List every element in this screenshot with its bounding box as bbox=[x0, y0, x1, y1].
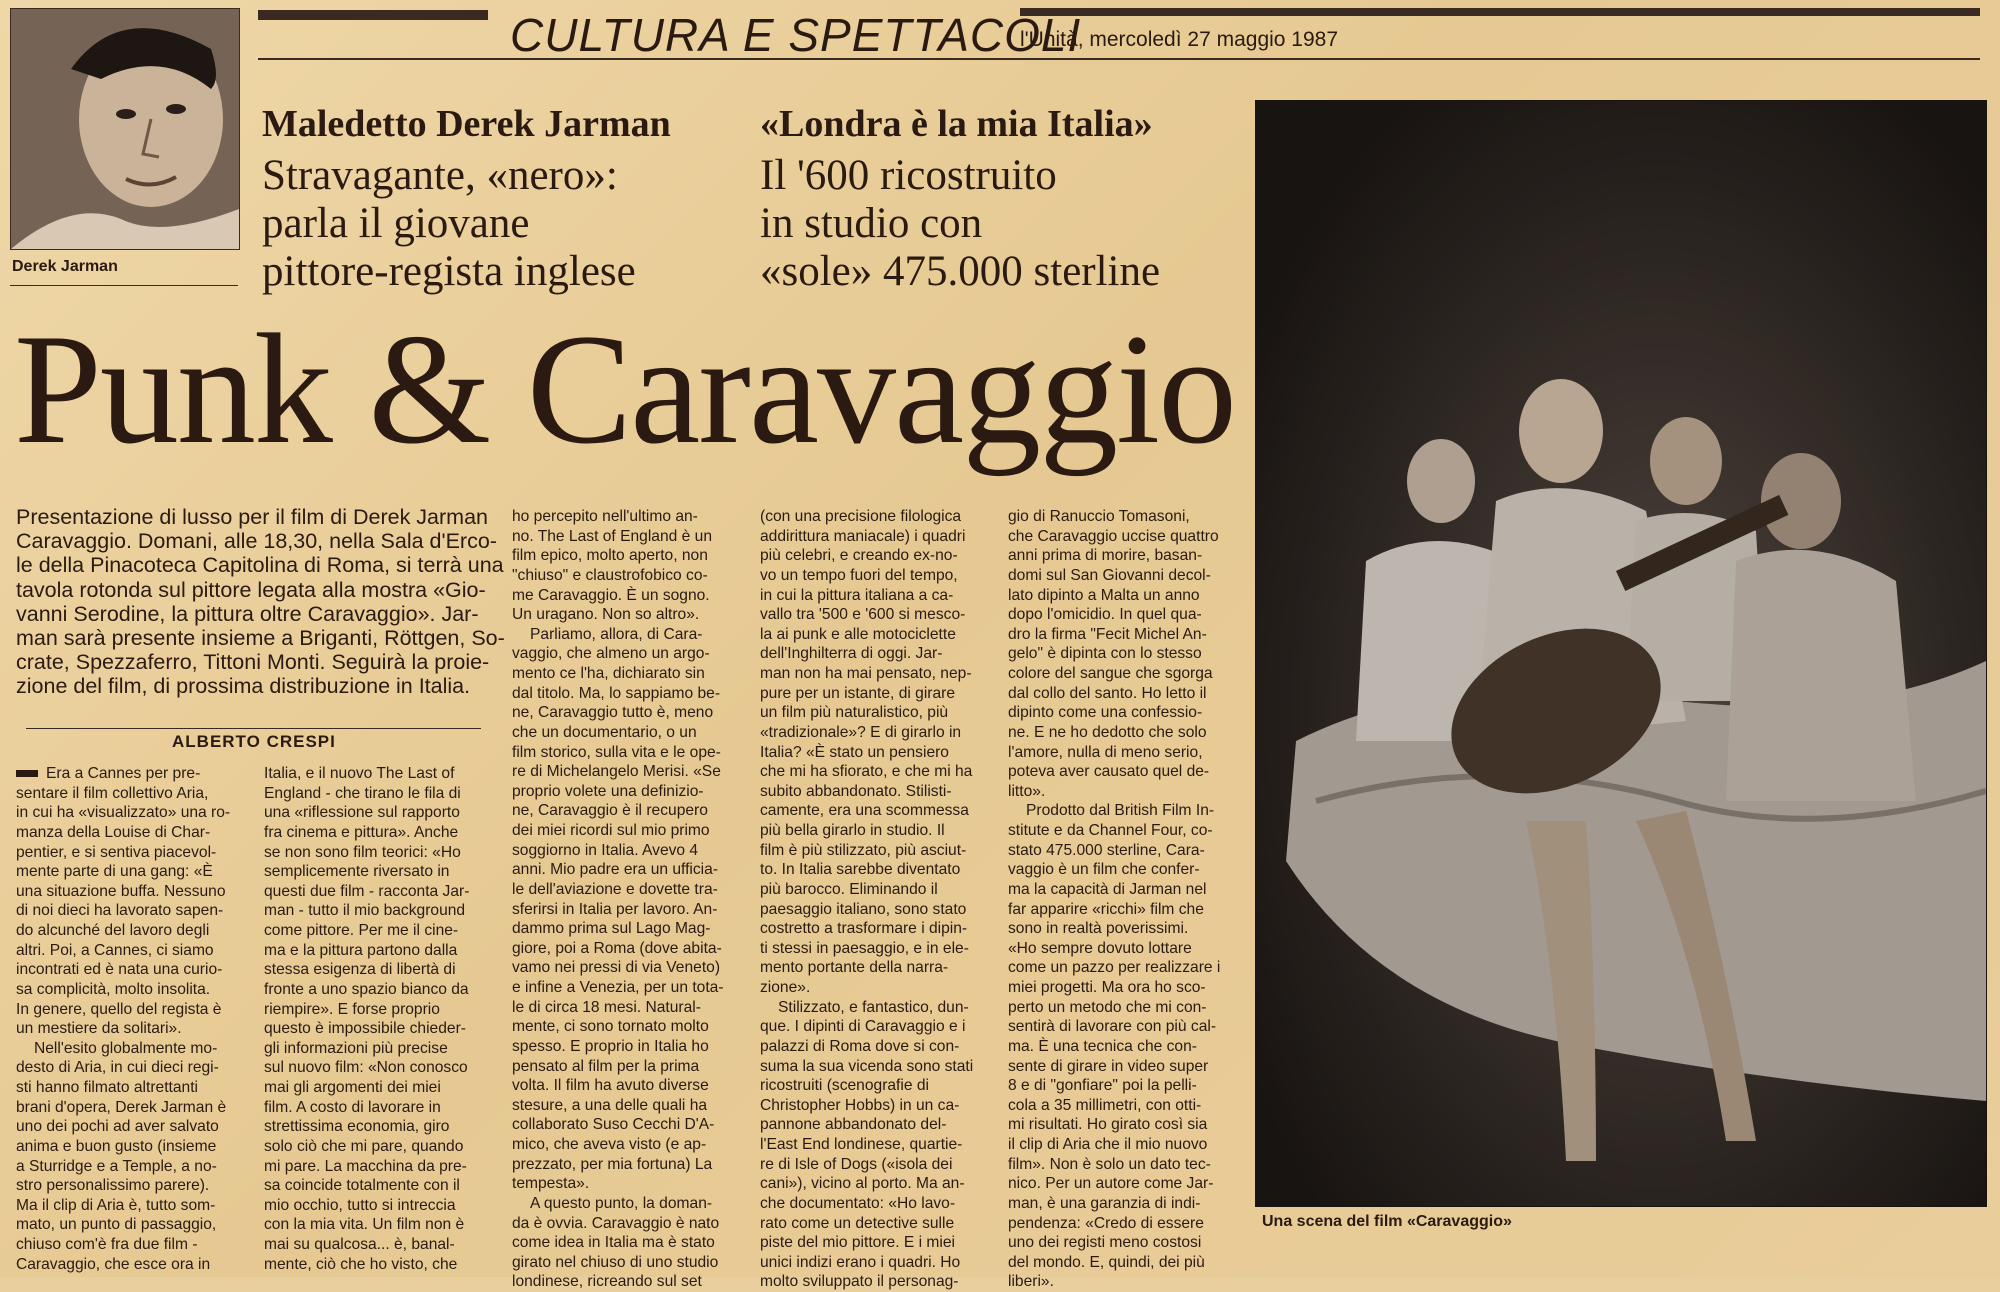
article-line: "chiuso" e claustrofobico co- bbox=[512, 566, 708, 584]
article-line: que. I dipinti di Caravaggio e i bbox=[760, 1018, 966, 1036]
article-line: soggiorno in Italia. Avevo 4 bbox=[512, 841, 699, 859]
article-line: domi sul San Giovanni decol- bbox=[1008, 566, 1211, 584]
article-line: gli informazioni più precise bbox=[264, 1039, 448, 1057]
article-line: film. A costo di lavorare in bbox=[264, 1098, 441, 1116]
right-deck-line: Il '600 ricostruito bbox=[760, 152, 1057, 199]
article-line: poteva aver causato quel de- bbox=[1008, 763, 1210, 781]
article-line: Un uragano. Non so altro». bbox=[512, 606, 700, 624]
article-line: do alcunché del lavoro degli bbox=[16, 922, 210, 939]
left-deck-line: Stravagante, «nero»: bbox=[262, 152, 618, 199]
article-line: cola a 35 millimetri, con otti- bbox=[1008, 1096, 1202, 1114]
article-line: re di Isle of Dogs («isola dei bbox=[760, 1155, 953, 1173]
article-line: a Sturridge e a Temple, a no- bbox=[16, 1157, 217, 1175]
article-line: sferirsi in Italia per lavoro. An- bbox=[512, 900, 718, 918]
byline-rule bbox=[26, 728, 481, 729]
article-line: vallo tra '500 e '600 si mesco- bbox=[760, 606, 966, 624]
section-title: CULTURA E SPETTACOLI bbox=[510, 9, 1082, 61]
article-line: far apparire «ricchi» film che bbox=[1008, 900, 1204, 918]
article-line: un film più naturalistico, più bbox=[760, 704, 949, 722]
article-line: miei progetti. Ma ora ho sco- bbox=[1008, 979, 1206, 996]
article-line: no. The Last of England è un bbox=[512, 527, 712, 545]
intro-line: man sarà presente insieme a Briganti, Röttgen, So- bbox=[16, 626, 505, 651]
article-line: mai su qualcosa... è, banal- bbox=[264, 1236, 455, 1253]
article-line: pannone abbandonato del- bbox=[760, 1116, 947, 1134]
article-line: sentare il film collettivo Aria, bbox=[16, 784, 209, 802]
article-line: dammo prima sul Lago Mag- bbox=[512, 920, 711, 938]
article-column-2 bbox=[264, 764, 494, 1274]
article-line: incontrati ed è nata una curio- bbox=[16, 961, 223, 979]
article-line: altri. Poi, a Cannes, ci siamo bbox=[16, 941, 214, 959]
article-line: solo ciò che mi pare, quando bbox=[264, 1137, 464, 1155]
article-line: mente, ci sono tornato molto bbox=[512, 1018, 709, 1036]
left-deck bbox=[262, 152, 636, 296]
article-line: mio occhio, tutto si intreccia bbox=[264, 1196, 456, 1214]
article-line: gelo" è dipinta con lo stesso bbox=[1008, 645, 1202, 663]
article-line: gio di Ranuccio Tomasoni, bbox=[1008, 508, 1190, 525]
article-line: subito abbandonato. Stilisti- bbox=[760, 782, 952, 800]
right-deck-kicker: «Londra è la mia Italia» bbox=[760, 103, 1153, 145]
article-line: mai gli argomenti dei miei bbox=[264, 1079, 441, 1096]
article-line: Ma il clip di Aria è, tutto som- bbox=[16, 1196, 216, 1214]
article-line: rato come un detective sulle bbox=[760, 1214, 955, 1232]
photo-caption: Una scena del film «Caravaggio» bbox=[1262, 1213, 1512, 1230]
article-line: ne, Caravaggio è il recupero bbox=[512, 802, 708, 820]
article-line: anni prima di morire, basan- bbox=[1008, 547, 1203, 565]
intro-line: crate, Spezzaferro, Tittoni Monti. Seguirà la proie- bbox=[16, 650, 490, 675]
article-line: Parliamo, allora, di Cara- bbox=[530, 625, 703, 643]
article-line: proprio volete una definizio- bbox=[512, 782, 704, 800]
header-rule-left bbox=[258, 10, 488, 20]
intro-line: tavola rotonda sul pittore legata alla mostra «Gio- bbox=[16, 577, 486, 602]
article-line: stessa esigenza di libertà di bbox=[264, 961, 456, 979]
article-line: England - che tirano le fila di bbox=[264, 784, 461, 802]
article-line: mi risultati. Ho girato così sia bbox=[1008, 1116, 1208, 1134]
article-line: il clip di Aria che il mio nuovo bbox=[1008, 1136, 1208, 1153]
article-line: fra cinema e pittura». Anche bbox=[264, 823, 459, 841]
right-deck bbox=[760, 152, 1160, 296]
article-line: più celebri, e creando ex-no- bbox=[760, 547, 958, 565]
article-line: che Caravaggio uccise quattro bbox=[1008, 527, 1219, 545]
article-line: man - tutto il mio background bbox=[264, 902, 466, 920]
article-line-text: Era a Cannes per pre- bbox=[46, 765, 201, 782]
intro-line: zione del film, di prossima distribuzione in Italia. bbox=[16, 674, 471, 699]
article-line: brani d'opera, Derek Jarman è bbox=[16, 1098, 227, 1116]
article-line: lato dipinto a Malta un anno bbox=[1008, 586, 1200, 604]
article-line: prezzato, per mia fortuna) La bbox=[512, 1155, 713, 1173]
article-line: tempesta». bbox=[512, 1175, 590, 1193]
article-line: pendenza: «Credo di essere bbox=[1008, 1214, 1204, 1232]
article-line: dopo l'omicidio. In quel qua- bbox=[1008, 606, 1202, 624]
article-line: in cui la pittura italiana a ca- bbox=[760, 586, 954, 604]
article-line bbox=[16, 764, 244, 784]
article-line: vamo nei pressi di via Veneto) bbox=[512, 959, 721, 977]
article-line: e infine a Venezia, per un tota- bbox=[512, 979, 724, 996]
article-line: ma. È una tecnica che con- bbox=[1008, 1037, 1197, 1055]
article-line: stato 475.000 sterline, Cara- bbox=[1008, 841, 1205, 859]
article-line: A questo punto, la doman- bbox=[530, 1194, 713, 1212]
article-line: Italia, e il nuovo The Last of bbox=[264, 765, 455, 782]
article-line: mento portante della narra- bbox=[760, 959, 949, 977]
article-line: ma e la pittura partono dalla bbox=[264, 941, 458, 959]
article-line: questo è impossibile chieder- bbox=[264, 1020, 466, 1038]
article-line: piste del mio pittore. E i miei bbox=[760, 1234, 955, 1252]
article-line: come un pazzo per realizzare i bbox=[1008, 959, 1221, 977]
right-deck-line: in studio con bbox=[760, 200, 983, 247]
article-line: sono in realtà poverissimi. bbox=[1008, 920, 1189, 938]
article-line: zione». bbox=[760, 979, 811, 996]
article-column-1 bbox=[16, 764, 244, 1274]
article-line: dipinto come una confessio- bbox=[1008, 704, 1203, 722]
article-line: come pittore. Per me il cine- bbox=[264, 922, 459, 939]
film-scene-image bbox=[1256, 101, 1986, 1206]
article-line: dell'Inghilterra di oggi. Jar- bbox=[760, 645, 943, 663]
article-line: giore, poi a Roma (dove abita- bbox=[512, 939, 722, 957]
article-line: mato, un punto di passaggio, bbox=[16, 1216, 217, 1234]
article-line: questi due film - racconta Jar- bbox=[264, 882, 470, 900]
article-line: 8 e di "gonfiare" poi la pelli- bbox=[1008, 1077, 1197, 1095]
article-line: mico, che aveva visto (e ap- bbox=[512, 1136, 707, 1153]
article-line: «tradizionale»? E di girarlo in bbox=[760, 723, 962, 741]
article-line: sa coincide totalmente con il bbox=[264, 1177, 460, 1195]
article-line: sti hanno filmato altrettanti bbox=[16, 1079, 199, 1096]
article-line: una situazione buffa. Nessuno bbox=[16, 882, 226, 900]
article-line: litto». bbox=[1008, 782, 1046, 800]
article-line: mi pare. La macchina da pre- bbox=[264, 1157, 467, 1175]
intro-line: Presentazione di lusso per il film di Derek Jarman bbox=[16, 505, 489, 529]
intro-line: Caravaggio. Domani, alle 18,30, nella Sala d'Erco- bbox=[16, 529, 497, 554]
article-line: ti stessi in paesaggio, e in ele- bbox=[760, 939, 969, 957]
byline: ALBERTO CRESPI bbox=[172, 732, 336, 751]
film-scene-photo bbox=[1255, 100, 1987, 1207]
portrait-photo bbox=[10, 8, 240, 250]
article-line: nico. Per un autore come Jar- bbox=[1008, 1175, 1214, 1193]
article-line: che mi ha sfiorato, e che mi ha bbox=[760, 763, 973, 781]
article-line: ricostruiti (scenografie di bbox=[760, 1077, 929, 1095]
intro-line: vanni Serodine, la pittura oltre Caravaggio». Jar- bbox=[16, 601, 479, 626]
article-column-4 bbox=[760, 507, 990, 1292]
article-line: man, è una garanzia di indi- bbox=[1008, 1194, 1201, 1212]
article-line: ma la capacità di Jarman nel bbox=[1008, 880, 1207, 898]
article-line: man non ha mai pensato, nep- bbox=[760, 665, 972, 682]
article-line: una «riflessione sul rapporto bbox=[264, 804, 460, 822]
article-line: mento ce l'ha, dichiarato sin bbox=[512, 665, 705, 682]
dateline: l'Unità, mercoledì 27 maggio 1987 bbox=[1020, 28, 1339, 51]
article-line: perto un metodo che mi con- bbox=[1008, 998, 1207, 1016]
article-line: me Caravaggio. È un sogno. bbox=[512, 586, 710, 604]
article-line: Italia? «È stato un pensiero bbox=[760, 743, 949, 761]
article-line: suma la sua vicenda sono stati bbox=[760, 1057, 974, 1075]
article-line: camente, era una scommessa bbox=[760, 802, 969, 820]
article-line: Nell'esito globalmente mo- bbox=[34, 1039, 218, 1057]
article-line: desto di Aria, in cui dieci regi- bbox=[16, 1059, 219, 1077]
article-line: con la mia vita. Un film non è bbox=[264, 1216, 465, 1234]
article-line: ne. E ne ho dedotto che solo bbox=[1008, 723, 1207, 741]
portrait-caption: Derek Jarman bbox=[12, 258, 118, 275]
article-line: la ai punk e alle motociclette bbox=[760, 625, 956, 643]
article-line: manza della Louise di Char- bbox=[16, 823, 211, 841]
article-line: palazzi di Roma dove si con- bbox=[760, 1037, 960, 1055]
article-line: vo un tempo fuori del tempo, bbox=[760, 566, 958, 584]
article-line: che un documentario, o un bbox=[512, 723, 697, 741]
article-line: dal titolo. Ma, lo sappiamo be- bbox=[512, 684, 721, 702]
article-line: semplicemente riversato in bbox=[264, 863, 450, 881]
article-line: più bella girarlo in studio. Il bbox=[760, 822, 945, 839]
article-line: to. In Italia sarebbe diventato bbox=[760, 861, 961, 879]
article-line: come idea in Italia ma è stato bbox=[512, 1234, 715, 1252]
article-line: più barocco. Eliminando il bbox=[760, 880, 938, 898]
article-line: cani»), vicino al porto. Ma an- bbox=[760, 1175, 965, 1193]
article-line: Prodotto dal British Film In- bbox=[1026, 802, 1215, 820]
article-line: sul nuovo film: «Non conosco bbox=[264, 1059, 468, 1077]
left-deck-line: pittore-regista inglese bbox=[262, 248, 636, 295]
article-line: strettissima economia, giro bbox=[264, 1118, 450, 1136]
header-rule-right bbox=[1020, 8, 1980, 16]
article-line: collaborato Suso Cecchi D'A- bbox=[512, 1116, 715, 1134]
article-line: addirittura maniacale) i quadri bbox=[760, 527, 966, 545]
article-line: costretto a trasformare i dipin- bbox=[760, 920, 968, 938]
article-line: vaggio, che almeno un argo- bbox=[512, 645, 710, 663]
article-line: anni. Mio padre era un ufficia- bbox=[512, 861, 719, 879]
article-line: dei miei ricordi sul mio primo bbox=[512, 822, 710, 839]
left-deck-kicker: Maledetto Derek Jarman bbox=[262, 103, 671, 145]
article-line: le dell'aviazione e dovette tra- bbox=[512, 880, 718, 898]
article-line: pensato al film per la prima bbox=[512, 1057, 700, 1075]
article-line: dro la firma "Fecit Michel An- bbox=[1008, 625, 1207, 643]
article-line: Stilizzato, e fantastico, dun- bbox=[778, 998, 969, 1016]
article-line: pentier, e si sentiva piacevol- bbox=[16, 843, 217, 861]
intro-paragraph bbox=[16, 505, 505, 699]
headline: Punk & Caravaggio bbox=[14, 302, 1236, 477]
article-line: uno dei pochi ad aver salvato bbox=[16, 1118, 219, 1136]
article-line: chiuso com'è fra due film - bbox=[16, 1236, 198, 1253]
article-line: londinese, ricreando sul set bbox=[512, 1273, 702, 1291]
article-line: anima e buon gusto (insieme bbox=[16, 1137, 217, 1155]
article-line: film storico, sulla vita e le ope- bbox=[512, 743, 721, 761]
article-line: fronte a uno spazio bianco da bbox=[264, 980, 469, 998]
article-line: mente, ciò che ho visto, che bbox=[264, 1255, 458, 1273]
article-line: re di Michelangelo Merisi. «Se bbox=[512, 763, 721, 781]
article-line: stesure, a una delle quali ha bbox=[512, 1096, 708, 1114]
article-line: sente di girare in video super bbox=[1008, 1057, 1209, 1075]
article-line: riempire». E forse proprio bbox=[264, 1000, 440, 1018]
article-line: stitute e da Channel Four, co- bbox=[1008, 822, 1213, 839]
portrait-image bbox=[11, 9, 239, 249]
article-line: l'East End londinese, quartie- bbox=[760, 1136, 963, 1153]
article-line: (con una precisione filologica bbox=[760, 508, 962, 525]
left-deck-line: parla il giovane bbox=[262, 200, 530, 247]
article-line: film epico, molto aperto, non bbox=[512, 547, 708, 565]
article-line: del mondo. E, quindi, dei più bbox=[1008, 1253, 1205, 1271]
article-line: l'amore, nulla di meno serio, bbox=[1008, 743, 1203, 761]
article-line: liberi». bbox=[1008, 1273, 1054, 1291]
article-line: spesso. E proprio in Italia ho bbox=[512, 1037, 709, 1055]
article-line: se non sono film teorici: «Ho bbox=[264, 843, 461, 861]
article-line: ho percepito nell'ultimo an- bbox=[512, 508, 698, 525]
intro-line: le della Pinacoteca Capitolina di Roma, si terrà una bbox=[16, 553, 504, 578]
article-line: pure per un istante, di girare bbox=[760, 684, 956, 702]
article-line: paesaggio italiano, sono stato bbox=[760, 900, 967, 918]
article-line: mente parte di una gang: «È bbox=[16, 863, 213, 881]
article-line: film». Non è solo un dato tec- bbox=[1008, 1155, 1211, 1173]
lead-marker-icon bbox=[16, 770, 38, 777]
article-line: stro personalissimo parere). bbox=[16, 1177, 210, 1195]
article-line: in cui ha «visualizzato» una ro- bbox=[16, 804, 231, 822]
article-line: volta. Il film ha avuto diverse bbox=[512, 1077, 709, 1095]
article-line: unici indizi erano i quadri. Ho bbox=[760, 1253, 961, 1271]
portrait-rule bbox=[10, 285, 238, 286]
article-line: Christopher Hobbs) in un ca- bbox=[760, 1096, 960, 1114]
article-line: che documentato: «Ho lavo- bbox=[760, 1194, 956, 1212]
article-line: vaggio è un film che confer- bbox=[1008, 861, 1200, 879]
article-line: da è ovvia. Caravaggio è nato bbox=[512, 1214, 720, 1232]
article-line: un mestiere da solitari». bbox=[16, 1020, 182, 1038]
right-deck-line: «sole» 475.000 sterline bbox=[760, 248, 1161, 295]
article-line: sentirà di lavorare con più cal- bbox=[1008, 1018, 1217, 1036]
article-column-5 bbox=[1008, 507, 1240, 1292]
article-line: Caravaggio, che esce ora in bbox=[16, 1255, 211, 1273]
article-column-3 bbox=[512, 507, 742, 1292]
article-line: In genere, quello del regista è bbox=[16, 1000, 222, 1018]
article-line: girato nel chiuso di uno studio bbox=[512, 1253, 719, 1271]
article-line: «Ho sempre dovuto lottare bbox=[1008, 939, 1192, 957]
article-line: film è più stilizzato, più asciut- bbox=[760, 841, 967, 859]
article-line: colore del sangue che sgorga bbox=[1008, 665, 1213, 682]
article-line: le di circa 18 mesi. Natural- bbox=[512, 998, 701, 1016]
article-line: dal collo del santo. Ho letto il bbox=[1008, 684, 1207, 702]
article-line: molto sviluppato il personag- bbox=[760, 1273, 959, 1291]
article-line: ne, Caravaggio tutto è, meno bbox=[512, 704, 714, 722]
article-line: uno dei registi meno costosi bbox=[1008, 1234, 1202, 1252]
article-line: sa complicità, molto insolita. bbox=[16, 980, 211, 998]
article-line: di noi dieci ha lavorato sapen- bbox=[16, 902, 224, 920]
